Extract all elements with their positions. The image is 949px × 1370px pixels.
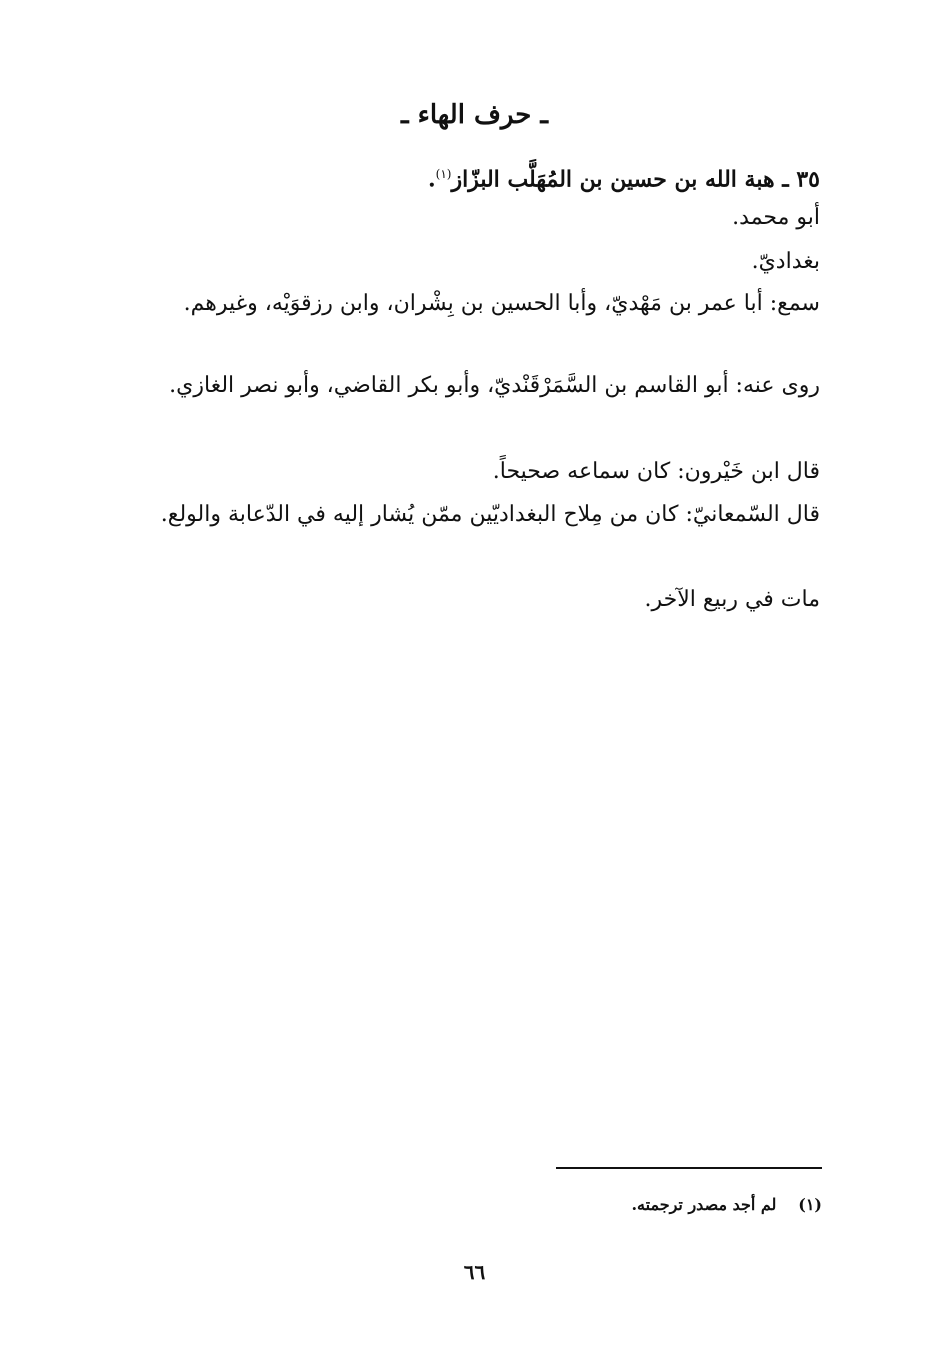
kunya-line: أبو محمد. <box>732 205 820 230</box>
page-number: ٦٦ <box>463 1260 486 1284</box>
entry-heading-suffix: . <box>427 166 436 193</box>
entry-heading-text: ٣٥ ـ هبة الله بن حسين بن المُهَلَّب البزّاز <box>451 166 820 193</box>
narrated-by-paragraph: روى عنه: أبو القاسم بن السَّمَرْقَنْديّ، وأبو بكر القاضي، وأبو نصر الغازي. <box>169 373 820 398</box>
footnote-number: (١) <box>798 1195 822 1214</box>
heard-from-paragraph: سمع: أبا عمر بن مَهْديّ، وأبا الحسين بن بِشْران، وابن رزقوَيْه، وغيرهم. <box>183 291 820 316</box>
quote-khayrun-paragraph: قال ابن خَيْرون: كان سماعه صحيحاً. <box>492 459 820 484</box>
footnote-reference[interactable]: (١) <box>435 167 452 181</box>
nisba-line: بغداديّ. <box>751 249 820 274</box>
footnote <box>300 1190 822 1220</box>
entry-heading <box>103 152 820 201</box>
footnote-text: لم أجد مصدر ترجمته. <box>631 1195 777 1214</box>
quote-samani-paragraph: قال السّمعانيّ: كان من مِلاح البغداديّين ممّن يُشار إليه في الدّعابة والولع. <box>160 502 820 527</box>
death-line: مات في ربيع الآخر. <box>644 587 820 612</box>
chapter-title: ـ حرف الهاء ـ <box>400 100 549 130</box>
footnote-divider <box>556 1167 822 1169</box>
